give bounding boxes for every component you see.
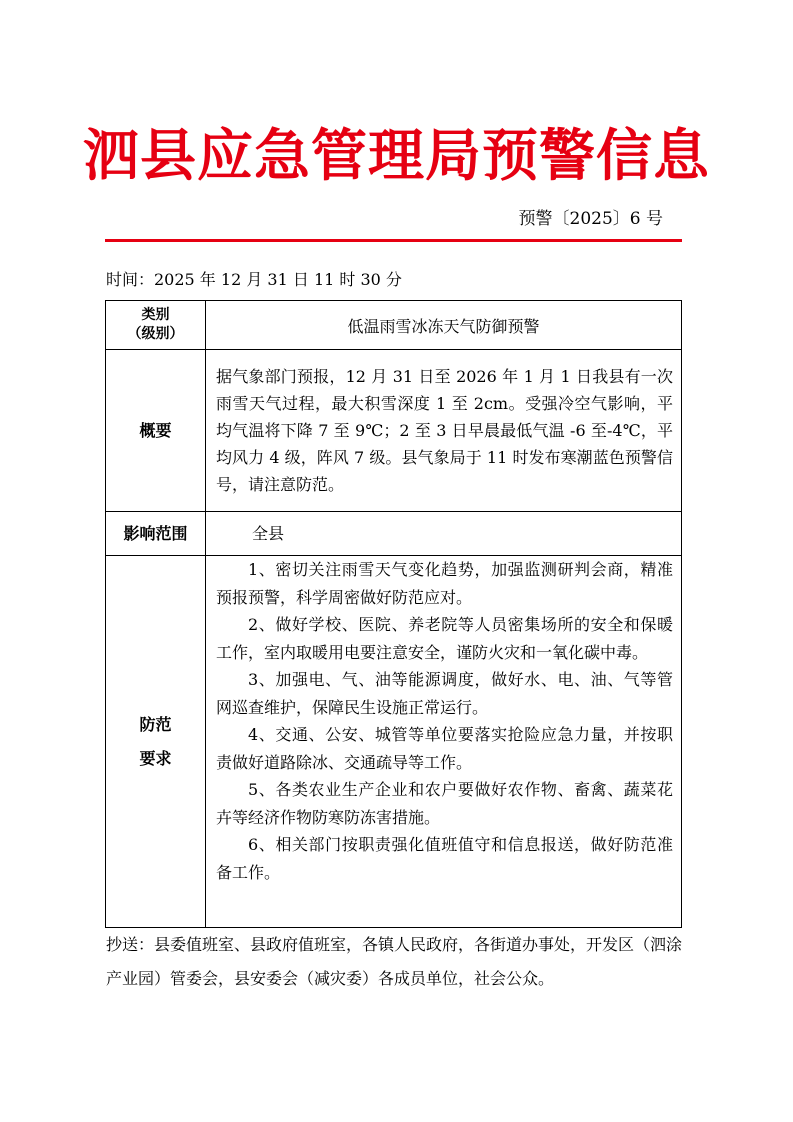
issue-time: 时间：2025 年 12 月 31 日 11 时 30 分 <box>106 270 402 289</box>
requirements-content <box>206 556 682 928</box>
requirement-item: 3、加强电、气、油等能源调度，做好水、电、油、气等管网巡查维护，保障民生设施正常运行。 <box>216 670 673 717</box>
summary-label: 概要 <box>106 350 206 512</box>
requirements-row <box>106 556 682 928</box>
requirements-label-line1: 防范 <box>139 714 172 734</box>
scope-value: 全县 <box>206 512 682 556</box>
red-divider-line <box>105 239 682 242</box>
scope-row <box>106 512 682 556</box>
cc-recipients: 抄送：县委值班室、县政府值班室，各镇人民政府，各街道办事处，开发区（泗涂产业园）管委会，县安委会（减灾委）各成员单位，社会公众。 <box>106 935 683 988</box>
requirement-item: 6、相关部门按职责强化值班值守和信息报送，做好防范准备工作。 <box>216 835 673 882</box>
document-number: 预警〔2025〕6 号 <box>518 209 663 229</box>
summary-text: 据气象部门预报，12 月 31 日至 2026 年 1 月 1 日我县有一次雨雪天气过程，最大积雪深度 1 至 2cm。受强冷空气影响，平均气温将下降 7 至 9℃；2 至 3 日早晨最低气温 -6 至-4℃，平均风力 4 级，阵风 7 级。县气象局于 11 时发布寒潮蓝色预警信号，请注意防范。 <box>206 350 682 512</box>
requirements-label-line2: 要求 <box>139 748 172 768</box>
requirement-item: 2、做好学校、医院、养老院等人员密集场所的安全和保暖工作，室内取暖用电要注意安全，谨防火灾和一氧化碳中毒。 <box>216 615 673 662</box>
category-value: 低温雨雪冰冻天气防御预警 <box>206 301 682 350</box>
requirement-item: 5、各类农业生产企业和农户要做好农作物、畜禽、蔬菜花卉等经济作物防寒防冻害措施。 <box>216 780 673 827</box>
requirement-item: 4、交通、公安、城管等单位要落实抢险应急力量，并按职责做好道路除冰、交通疏导等工作。 <box>216 725 673 772</box>
document-title: 泗县应急管理局预警信息 <box>83 123 710 189</box>
category-row <box>106 301 682 350</box>
category-label <box>106 301 206 350</box>
requirement-item: 1、密切关注雨雪天气变化趋势，加强监测研判会商，精准预报预警，科学周密做好防范应对。 <box>216 560 673 607</box>
warning-info-table <box>105 300 682 928</box>
requirements-label <box>106 556 206 928</box>
summary-row <box>106 350 682 512</box>
category-label-line2: （级别） <box>127 326 184 342</box>
category-label-line1: 类别 <box>141 307 170 323</box>
scope-label: 影响范围 <box>106 512 206 556</box>
